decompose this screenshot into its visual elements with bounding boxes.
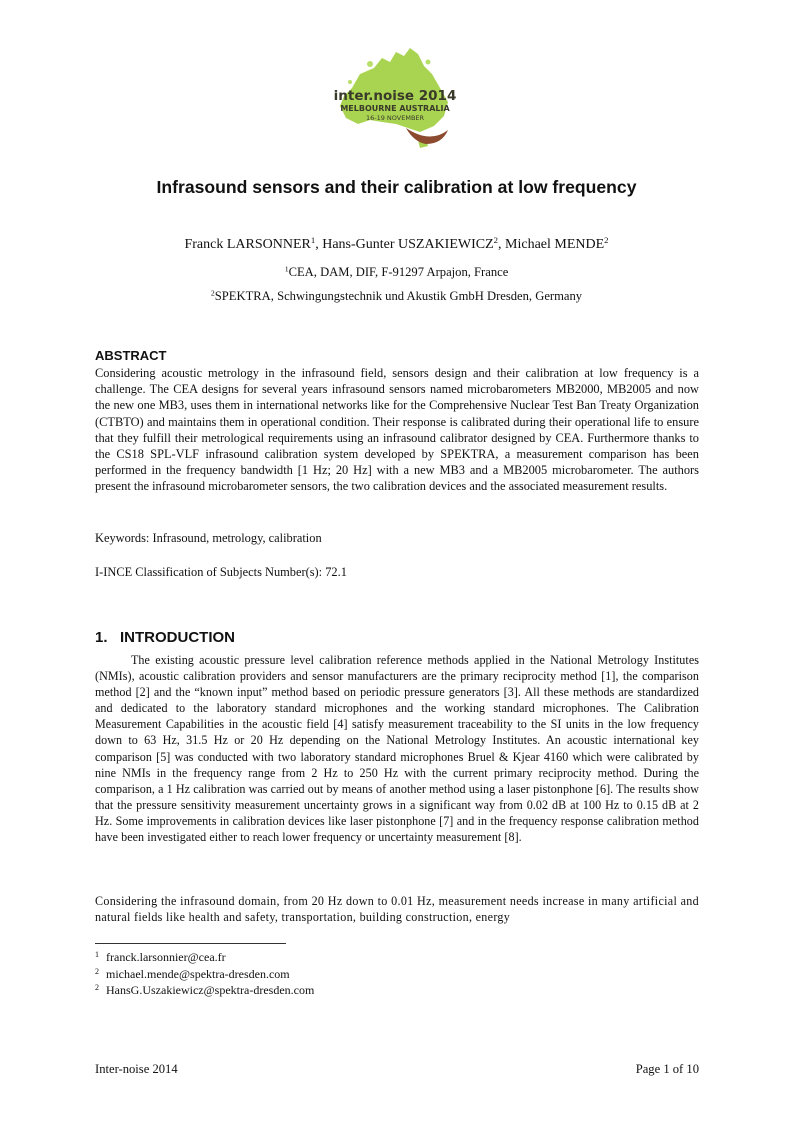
author-separator: , (315, 237, 323, 252)
author-separator: , (498, 237, 506, 252)
paper-title: Infrasound sensors and their calibration at low frequency (156, 177, 637, 197)
footnote-email-link[interactable]: HansG.Uszakiewicz@spektra-dresden.com (106, 983, 315, 998)
footnote (95, 950, 314, 967)
affiliation-mark: 2 (210, 288, 215, 298)
footer-page-number: Page 1 of 10 (635, 1062, 699, 1076)
introduction-heading: 1. INTRODUCTION (95, 629, 236, 646)
author-affiliation-mark: 1 (310, 235, 316, 246)
author-name: Hans-Gunter USZAKIEWICZ (322, 237, 494, 252)
footnote (95, 983, 314, 1000)
affiliation-text: CEA, DAM, DIF, F-91297 Arpajon, France (288, 265, 509, 279)
footnote-email-link[interactable]: franck.larsonnier@cea.fr (106, 950, 226, 964)
conference-logo (330, 44, 460, 160)
footnote-mark: 1 (95, 950, 99, 959)
logo-line-2: MELBOURNE AUSTRALIA (340, 104, 450, 113)
author-name: Franck LARSONNER (184, 237, 311, 252)
abstract-body: Considering acoustic metrology in the infrasound field, sensors design and their calibration at low frequency is a challenge. The CEA designs for several years infrasound sensors named microbarometers MB2000, MB2005 and now the new one MB3, uses them in international networks like for the Comprehensive Nuclear Test Ban Treaty Organization (CTBTO) and maintains them in operational condition. Their response is calibrated during their operational life to ensure that they fulfill their metrological requirements using an infrasound calibrator designed by CEA. Furthermore thanks to the CS18 SPL-VLF infrasound calibration system developed by SPEKTRA, a measurement comparison has been performed in the frequency bandwidth [1 Hz; 20 Hz] with a new MB3 and a MB2005 microbarometer. The authors present the infrasound microbarometer sensors, the two calibration devices and the associated measurement results. (95, 366, 699, 494)
logo-line-3: 16-19 NOVEMBER (365, 114, 425, 122)
affiliation (0, 289, 793, 304)
footnote-mark: 2 (95, 983, 99, 993)
author-name: Michael MENDE (505, 237, 605, 252)
logo-line-1: inter.noise 2014 (333, 88, 457, 104)
classification: I-INCE Classification of Subjects Number(s): 72.1 (95, 565, 347, 579)
abstract-heading: ABSTRACT (95, 348, 167, 363)
introduction-paragraph: The existing acoustic pressure level calibration reference methods applied in the National Metrology Institutes (NMIs), acoustic calibration providers and sensor manufacturers are the primary reciprocity method [1], the comparison method [2] and the “known input” method based on periodic pressure generators [3]. All these methods are standardized and dedicated to the laboratory standard microphones and the working standard microphones. The Calibration Measurement Capabilities in the acoustic field [4] satisfy measurement traceability to the SI units in the low frequency down to 63 Hz, 31.5 Hz or 20 Hz depending on the National Metrology Institutes. An acoustic international key comparison [5] was conducted with two laboratory standard microphones Bruel & Kjear 4160 which were calibrated by nine NMIs in the frequency range from 2 Hz to 250 Hz with the current primary reciprocity method. During the comparison, a 1 Hz calibration was carried out by means of another method using a laser pistonphone [6]. The results show that the pressure sensitivity measurement uncertainty grows in a significant way from 0.02 dB at 100 Hz to 0.15 dB at 2 Hz. Some improvements in calibration devices like laser pistonphone [7] and in the frequency response calibration method have been investigated either to reach lower frequency or uncertainty measurement [8]. (95, 653, 699, 845)
footnotes (95, 950, 314, 1000)
footnote-mark: 2 (95, 966, 99, 976)
introduction-paragraph: Considering the infrasound domain, from 20 Hz down to 0.01 Hz, measurement needs increase in many artificial and natural fields like health and safety, transportation, building construction, energy (95, 894, 699, 925)
author-affiliation-mark: 2 (493, 235, 499, 246)
keywords: Keywords: Infrasound, metrology, calibration (95, 531, 322, 545)
affiliation-text: SPEKTRA, Schwingungstechnik und Akustik GmbH Dresden, Germany (214, 289, 583, 303)
footnote-email-link[interactable]: michael.mende@spektra-dresden.com (106, 966, 290, 981)
author-affiliation-mark: 2 (604, 235, 609, 246)
footnote-divider (95, 943, 286, 944)
australia-map-logo (330, 44, 460, 160)
footnote (95, 967, 314, 984)
affiliation-mark: 1 (284, 264, 289, 274)
affiliation (0, 265, 793, 280)
boomerang-shape (406, 128, 448, 144)
footer-conference: Inter-noise 2014 (95, 1062, 178, 1076)
author-line (0, 237, 793, 253)
